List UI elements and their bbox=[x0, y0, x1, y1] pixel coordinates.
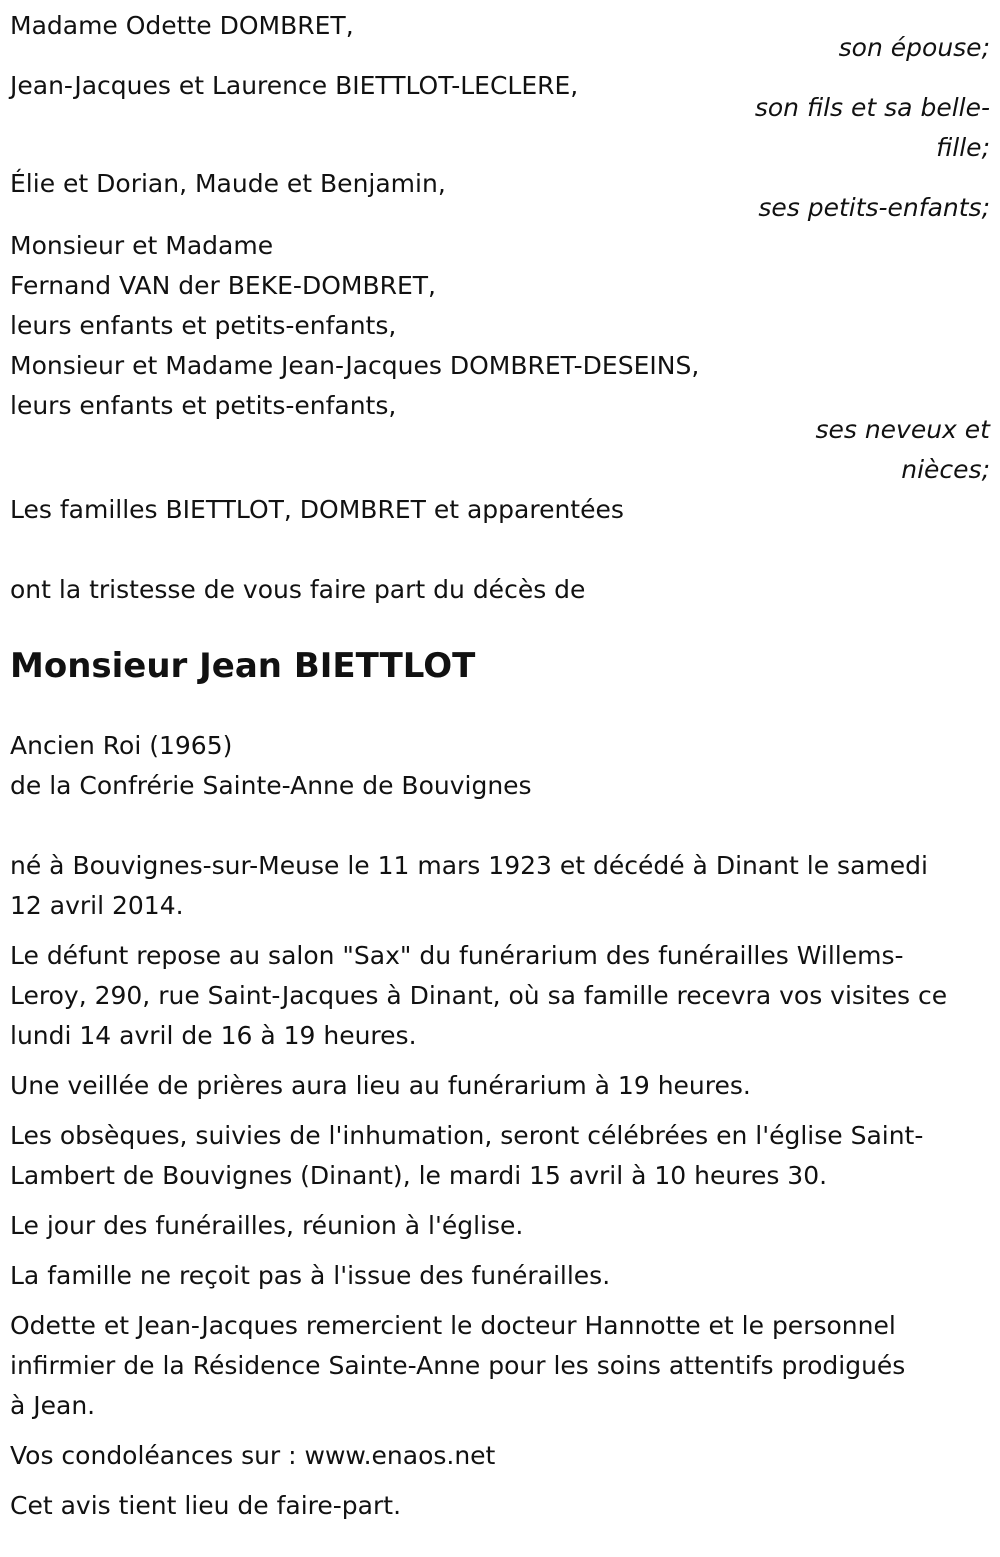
obituary-notice bbox=[10, 6, 990, 1526]
title-line: de la Confrérie Sainte-Anne de Bouvignes bbox=[10, 771, 532, 800]
notice-paragraph bbox=[10, 1436, 990, 1476]
family-name-line: Élie et Dorian, Maude et Benjamin, bbox=[10, 169, 446, 198]
family-group bbox=[10, 66, 990, 168]
family-name-line: Monsieur et Madame bbox=[10, 231, 274, 260]
family-name-line: Jean-Jacques et Laurence BIETTLOT-LECLERE, bbox=[10, 71, 579, 100]
family-role: son épouse; bbox=[838, 33, 990, 62]
paragraph-line: né à Bouvignes-sur-Meuse le 11 mars 1923 et décédé à Dinant le samedi bbox=[10, 851, 928, 880]
family-name-line: Les familles BIETTLOT, DOMBRET et apparentées bbox=[10, 495, 624, 524]
paragraph-line: Odette et Jean-Jacques remercient le docteur Hannotte et le personnel bbox=[10, 1311, 896, 1340]
notice-paragraph bbox=[10, 936, 990, 1056]
notice-body bbox=[10, 846, 990, 1526]
family-role: ses neveux et bbox=[815, 415, 990, 444]
paragraph-line: infirmier de la Résidence Sainte-Anne pour les soins attentifs prodigués bbox=[10, 1351, 906, 1380]
family-group bbox=[10, 490, 990, 530]
family-name-line: leurs enfants et petits-enfants, bbox=[10, 391, 397, 420]
paragraph-line: Le défunt repose au salon "Sax" du funérarium des funérailles Willems- bbox=[10, 941, 904, 970]
notice-paragraph bbox=[10, 846, 990, 926]
family-group bbox=[10, 226, 990, 490]
paragraph-line: Une veillée de prières aura lieu au funérarium à 19 heures. bbox=[10, 1071, 751, 1100]
paragraph-line: 12 avril 2014. bbox=[10, 891, 184, 920]
family-name-line: Madame Odette DOMBRET, bbox=[10, 11, 354, 40]
family-role: fille; bbox=[936, 133, 990, 162]
family-role: son fils et sa belle- bbox=[754, 93, 990, 122]
family-role: nièces; bbox=[901, 455, 990, 484]
paragraph-line: Vos condoléances sur : www.enaos.net bbox=[10, 1441, 496, 1470]
title-line: Ancien Roi (1965) bbox=[10, 731, 233, 760]
deceased-name: Monsieur Jean BIETTLOT bbox=[10, 646, 476, 686]
deceased-titles bbox=[10, 726, 990, 806]
family-group bbox=[10, 6, 990, 68]
paragraph-line: Cet avis tient lieu de faire-part. bbox=[10, 1491, 402, 1520]
paragraph-line: Leroy, 290, rue Saint-Jacques à Dinant, où sa famille recevra vos visites ce bbox=[10, 981, 948, 1010]
paragraph-line: à Jean. bbox=[10, 1391, 96, 1420]
paragraph-line: Le jour des funérailles, réunion à l'église. bbox=[10, 1211, 524, 1240]
notice-paragraph bbox=[10, 1066, 990, 1106]
family-group bbox=[10, 164, 990, 228]
notice-paragraph bbox=[10, 1116, 990, 1196]
paragraph-line: La famille ne reçoit pas à l'issue des funérailles. bbox=[10, 1261, 611, 1290]
notice-paragraph bbox=[10, 1306, 990, 1426]
family-name-line: Fernand VAN der BEKE-DOMBRET, bbox=[10, 271, 436, 300]
paragraph-line: Lambert de Bouvignes (Dinant), le mardi 15 avril à 10 heures 30. bbox=[10, 1161, 828, 1190]
family-name-line: leurs enfants et petits-enfants, bbox=[10, 311, 397, 340]
family-name-line: Monsieur et Madame Jean-Jacques DOMBRET-DESEINS, bbox=[10, 351, 700, 380]
paragraph-line: lundi 14 avril de 16 à 19 heures. bbox=[10, 1021, 417, 1050]
announcement-text: ont la tristesse de vous faire part du décès de bbox=[10, 575, 586, 604]
notice-paragraph bbox=[10, 1206, 990, 1246]
notice-paragraph bbox=[10, 1256, 990, 1296]
paragraph-line: Les obsèques, suivies de l'inhumation, seront célébrées en l'église Saint- bbox=[10, 1121, 924, 1150]
family-role: ses petits-enfants; bbox=[758, 193, 990, 222]
notice-paragraph bbox=[10, 1486, 990, 1526]
